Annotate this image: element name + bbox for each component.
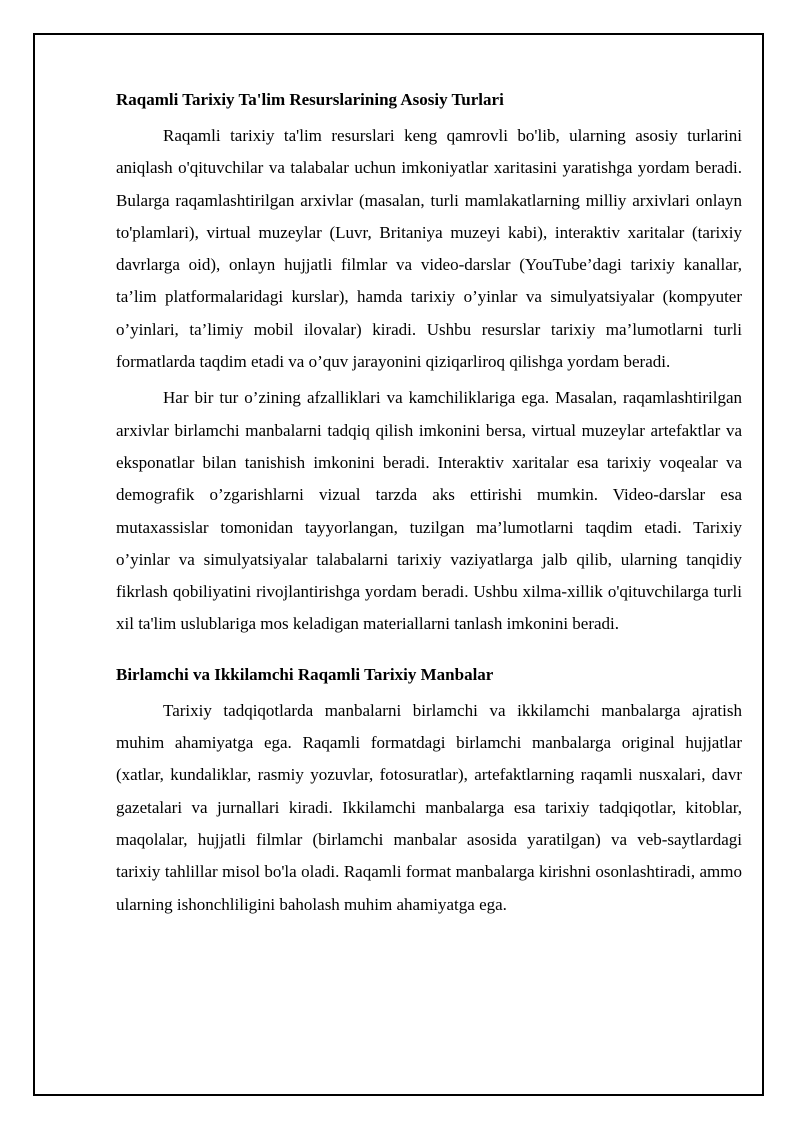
paragraph-resource-types-overview: Raqamli tarixiy ta'lim resurslari keng qamrovli bo'lib, ularning asosiy turlarini aniqlash o'qituvchilar va talabalar uchun imkoniyatlar xaritasini yaratishga yordam beradi. Bularga raqamlashtirilgan arxivlar (masalan, turli mamlakatlarning milliy arxivlari onlayn to'plamlari), virtual muzeylar (Luvr, Britaniya muzeyi kabi), interaktiv xaritalar (tarixiy davrlarga oid), onlayn hujjatli filmlar va video-darslar (YouTube’dagi tarixiy kanallar, ta’lim platformalaridagi kurslar), hamda tarixiy o’yinlar va simulyatsiyalar (kompyuter o’yinlari, ta’limiy mobil ilovalar) kiradi. Ushbu resurslar tarixiy ma’lumotlarni turli formatlarda taqdim etadi va o’quv jarayonini qiziqarliroq qilishga yordam beradi. — [116, 126, 742, 372]
document-body — [116, 86, 742, 925]
paragraph-primary-secondary-sources: Tarixiy tadqiqotlarda manbalarni birlamchi va ikkilamchi manbalarga ajratish muhim ahamiyatga ega. Raqamli formatdagi birlamchi manbalarga original hujjatlar (xatlar, kundaliklar, rasmiy yozuvlar, fotosuratlar), artefaktlarning raqamli nusxalari, davr gazetalari va jurnallari kiradi. Ikkilamchi manbalarga esa tarixiy tadqiqotlar, kitoblar, maqolalar, hujjatli filmlar (birlamchi manbalar asosida yaratilgan) va veb-saytlardagi tarixiy tahlillar misol bo'la oladi. Raqamli format manbalarga kirishni osonlashtiradi, ammo ularning ishonchliligini baholash muhim ahamiyatga ega. — [116, 700, 742, 914]
section-heading-primary-secondary-sources: Birlamchi va Ikkilamchi Raqamli Tarixiy Manbalar — [116, 664, 494, 684]
section-heading-resource-types: Raqamli Tarixiy Ta'lim Resurslarining Asosiy Turlari — [116, 90, 504, 109]
paragraph-resource-types-pros-cons: Har bir tur o’zining afzalliklari va kamchiliklariga ega. Masalan, raqamlashtirilgan arxivlar birlamchi manbalarni tadqiq qilish imkonini bersa, virtual muzeylar artefaktlar va eksponatlar bilan tanishish imkonini beradi. Interaktiv xaritalar esa tarixiy voqealar va demografik o’zgarishlarni vizual tarzda aks ettirishi mumkin. Video-darslar esa mutaxassislar tomonidan tayyorlangan, tuzilgan ma’lumotlarni taqdim etadi. Tarixiy o’yinlar va simulyatsiyalar talabalarni tarixiy vaziyatlarga jalb qilib, ularning tanqidiy fikrlash qobiliyatini rivojlantirishga yordam beradi. Ushbu xilma-xillik o'qituvchilarga turli xil ta'lim uslublariga mos keladigan materiallarni tanlash imkonini beradi. — [116, 388, 742, 634]
